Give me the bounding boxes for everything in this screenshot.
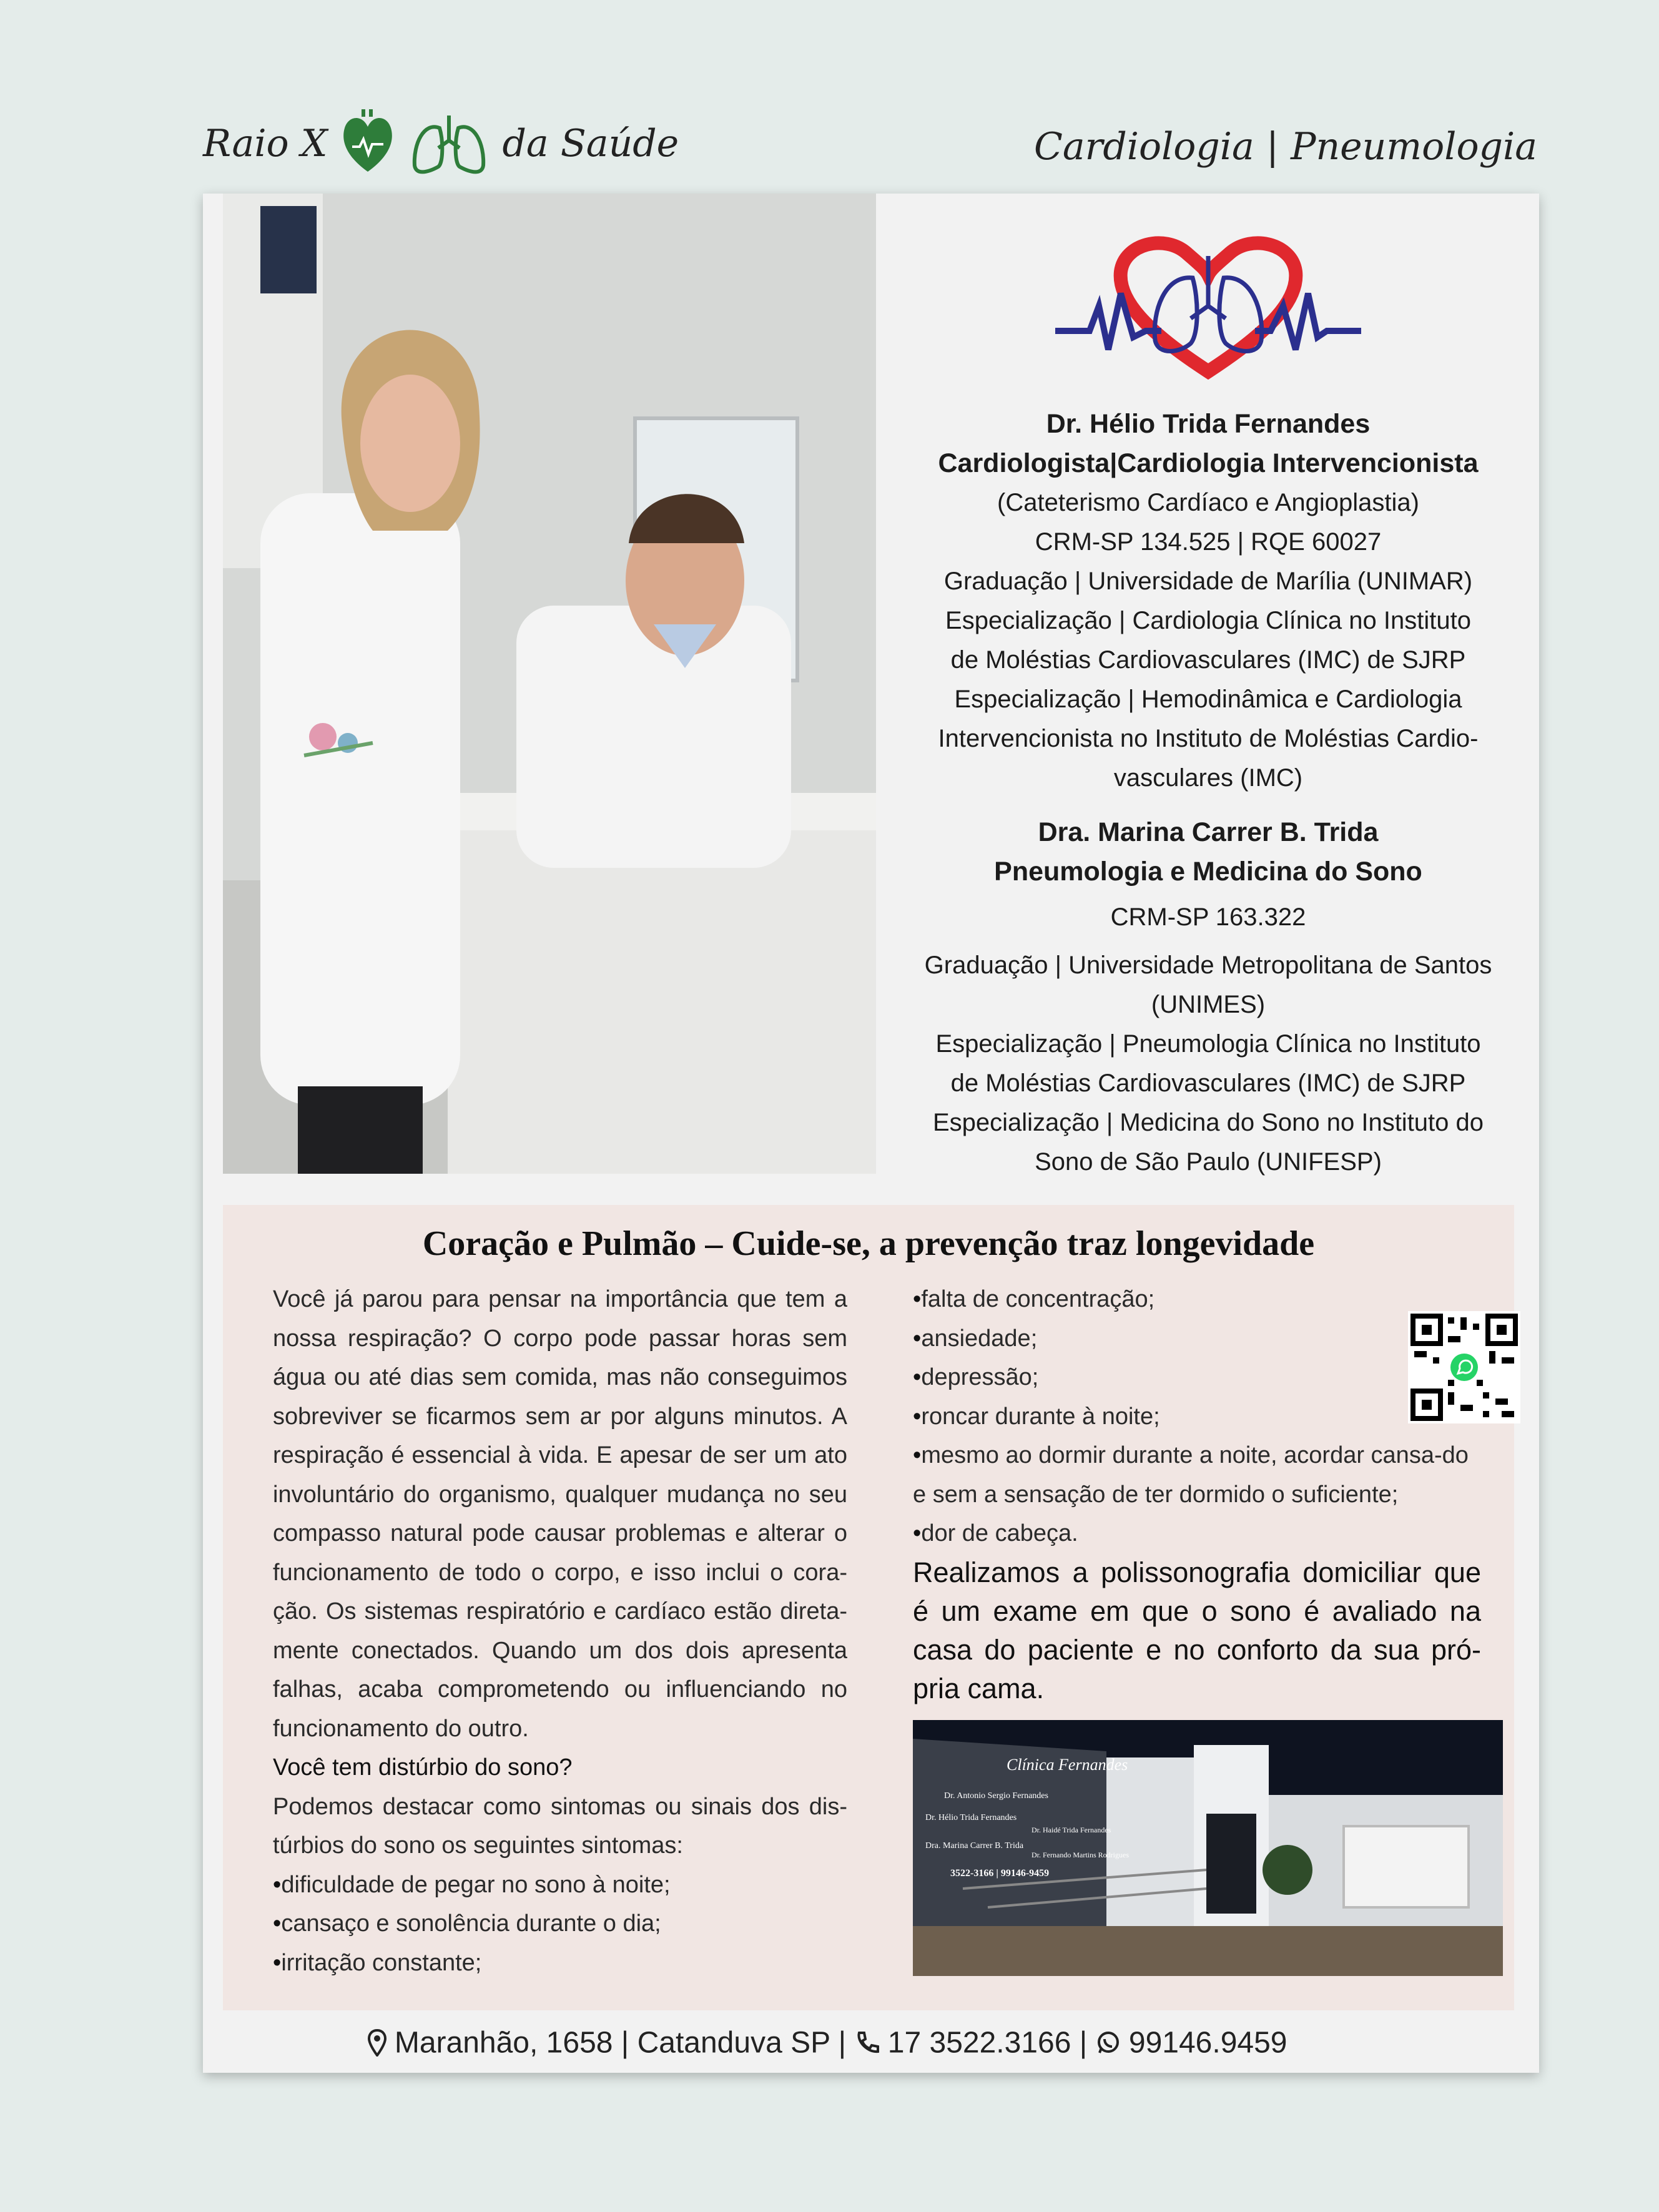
doctor2-name: Dra. Marina Carrer B. Trida (1038, 817, 1379, 847)
list-item: • dor de cabeça. (913, 1514, 1481, 1553)
doctor1-spec2-line1: Especialização | Hemodinâmica e Cardiologia (954, 686, 1462, 713)
doctor1-specialty: Cardiologista|Cardiologia Intervencionista (938, 448, 1479, 478)
main-card (203, 194, 1539, 2073)
list-item: • ansiedade; (913, 1319, 1481, 1359)
article-title: Coração e Pulmão – Cuide-se, a prevenção traz longevidade (422, 1224, 1315, 1263)
doctor1-sub: (Cateterismo Cardíaco e Angioplastia) (997, 489, 1419, 516)
clinic-building-photo (913, 1720, 1503, 1976)
heart-lungs-ecg-icon (1052, 231, 1364, 381)
doctor1-name: Dr. Hélio Trida Fernandes (1046, 409, 1371, 439)
doctor2-spec2-line2: Sono de São Paulo (UNIFESP) (1035, 1148, 1382, 1176)
doctor1-spec2-line2: Intervencionista no Instituto de Moléstias Cardio- (938, 725, 1479, 752)
whatsapp-icon (1096, 2030, 1121, 2055)
doctor1-crm: CRM-SP 134.525 | RQE 60027 (1035, 528, 1382, 556)
doctor2-spec2-line1: Especialização | Medicina do Sono no Instituto do (932, 1109, 1484, 1136)
location-pin-icon (368, 2029, 386, 2057)
list-item: • roncar durante à noite; (913, 1397, 1481, 1437)
sign-phones: 3522-3166 | 99146-9459 (950, 1868, 1050, 1879)
sign-doc-d: Dra. Marina Carrer B. Trida (925, 1841, 1024, 1851)
doctor2-grad-line2: (UNIMES) (1151, 991, 1266, 1018)
brand-text-raio-x: Raio X (203, 122, 328, 165)
polysomnography-highlight: Realizamos a polissonografia domiciliar que é um exame em que o sono é avaliado na casa do paciente e no conforto da sua pró-pria cama. (913, 1556, 1481, 1704)
article-subhead: Você tem distúrbio do sono? (273, 1754, 573, 1781)
doctor1-info (902, 405, 1514, 798)
list-item: • mesmo ao dormir durante a noite, acordar cansa-do e sem a sensação de ter dormido o suficiente; (913, 1436, 1481, 1514)
section-title: Cardiologia | Pneumologia (1034, 125, 1537, 169)
doctor1-spec2-line3: vasculares (IMC) (1113, 764, 1303, 792)
article (223, 1205, 1514, 2010)
phone-icon (854, 2030, 879, 2055)
clinic-logo (1052, 231, 1364, 384)
article-intro: Você já parou para pensar na importância que tem a nossa respiração? O corpo pode passar horas sem água ou até dias sem comida, mas não conseguimos sobreviver se ficarmos sem ar por alguns minutos. A respiração é essencial à vida. E apesar de ser um ato involuntário do organismo, qualquer mudança no seu compasso natural pode causar problemas e alterar o funcionamento de todo o corpo, e isso inclui o cora-ção. Os sistemas respiratório e cardíaco estão direta-mente conectados. Quando um dos dois apresenta falhas, acaba comprometendo ou influenciando no funcionamento do outro. (273, 1286, 847, 1742)
symptoms-list-left (273, 1865, 847, 1983)
doctor1-spec1-line1: Especialização | Cardiologia Clínica no Instituto (945, 607, 1471, 634)
article-left-column (273, 1280, 847, 1982)
sign-clinic: Clínica Fernandes (1007, 1756, 1128, 1774)
doctor2-spec1-line1: Especialização | Pneumologia Clínica no Instituto (935, 1030, 1481, 1058)
list-item: • depressão; (913, 1358, 1481, 1397)
sign-doc-c: Dr. Haidé Trida Fernandes (1031, 1826, 1111, 1834)
footer-address: Maranhão, 1658 | Catanduva SP | (394, 2026, 847, 2060)
footer-contact (203, 2010, 1452, 2073)
doctor1-spec1-line2: de Moléstias Cardiovasculares (IMC) de SJRP (950, 646, 1466, 674)
list-item: • dificuldade de pegar no sono à noite; (273, 1865, 847, 1905)
qr-code[interactable] (1408, 1311, 1520, 1423)
list-item: • cansaço e sonolência durante o dia; (273, 1904, 847, 1944)
brand-text-da-saude: da Saúde (502, 122, 679, 165)
sign-doc-e: Dr. Fernando Martins Rodrigues (1031, 1851, 1129, 1859)
doctor2-info (902, 813, 1514, 1182)
brand-logo (203, 109, 679, 178)
heart-icon (340, 109, 396, 178)
doctor2-grad-line1: Graduação | Universidade Metropolitana de Santos (924, 951, 1492, 979)
sign-doc-b: Dr. Hélio Trida Fernandes (925, 1813, 1017, 1822)
footer-whatsapp[interactable]: 99146.9459 (1128, 2026, 1287, 2060)
list-item: • irritação constante; (273, 1944, 847, 1983)
doctors-photo (223, 194, 876, 1174)
doctors-info (877, 194, 1539, 1174)
doctor2-crm: CRM-SP 163.322 (1110, 903, 1306, 931)
lungs-icon (408, 109, 490, 178)
footer-phone[interactable]: 17 3522.3166 | (887, 2026, 1088, 2060)
list-item: • falta de concentração; (913, 1280, 1481, 1319)
symptoms-list-right (913, 1280, 1481, 1553)
doctor2-specialty: Pneumologia e Medicina do Sono (994, 857, 1422, 887)
article-lead: Podemos destacar como sintomas ou sinais dos dis-túrbios do sono os seguintes sintomas: (273, 1793, 847, 1859)
doctor2-spec1-line2: de Moléstias Cardiovasculares (IMC) de SJRP (950, 1069, 1466, 1097)
sign-doc-a: Dr. Antonio Sergio Fernandes (944, 1791, 1048, 1801)
article-right-column (913, 1280, 1481, 1708)
doctor1-graduation: Graduação | Universidade de Marília (UNIMAR) (943, 568, 1473, 595)
